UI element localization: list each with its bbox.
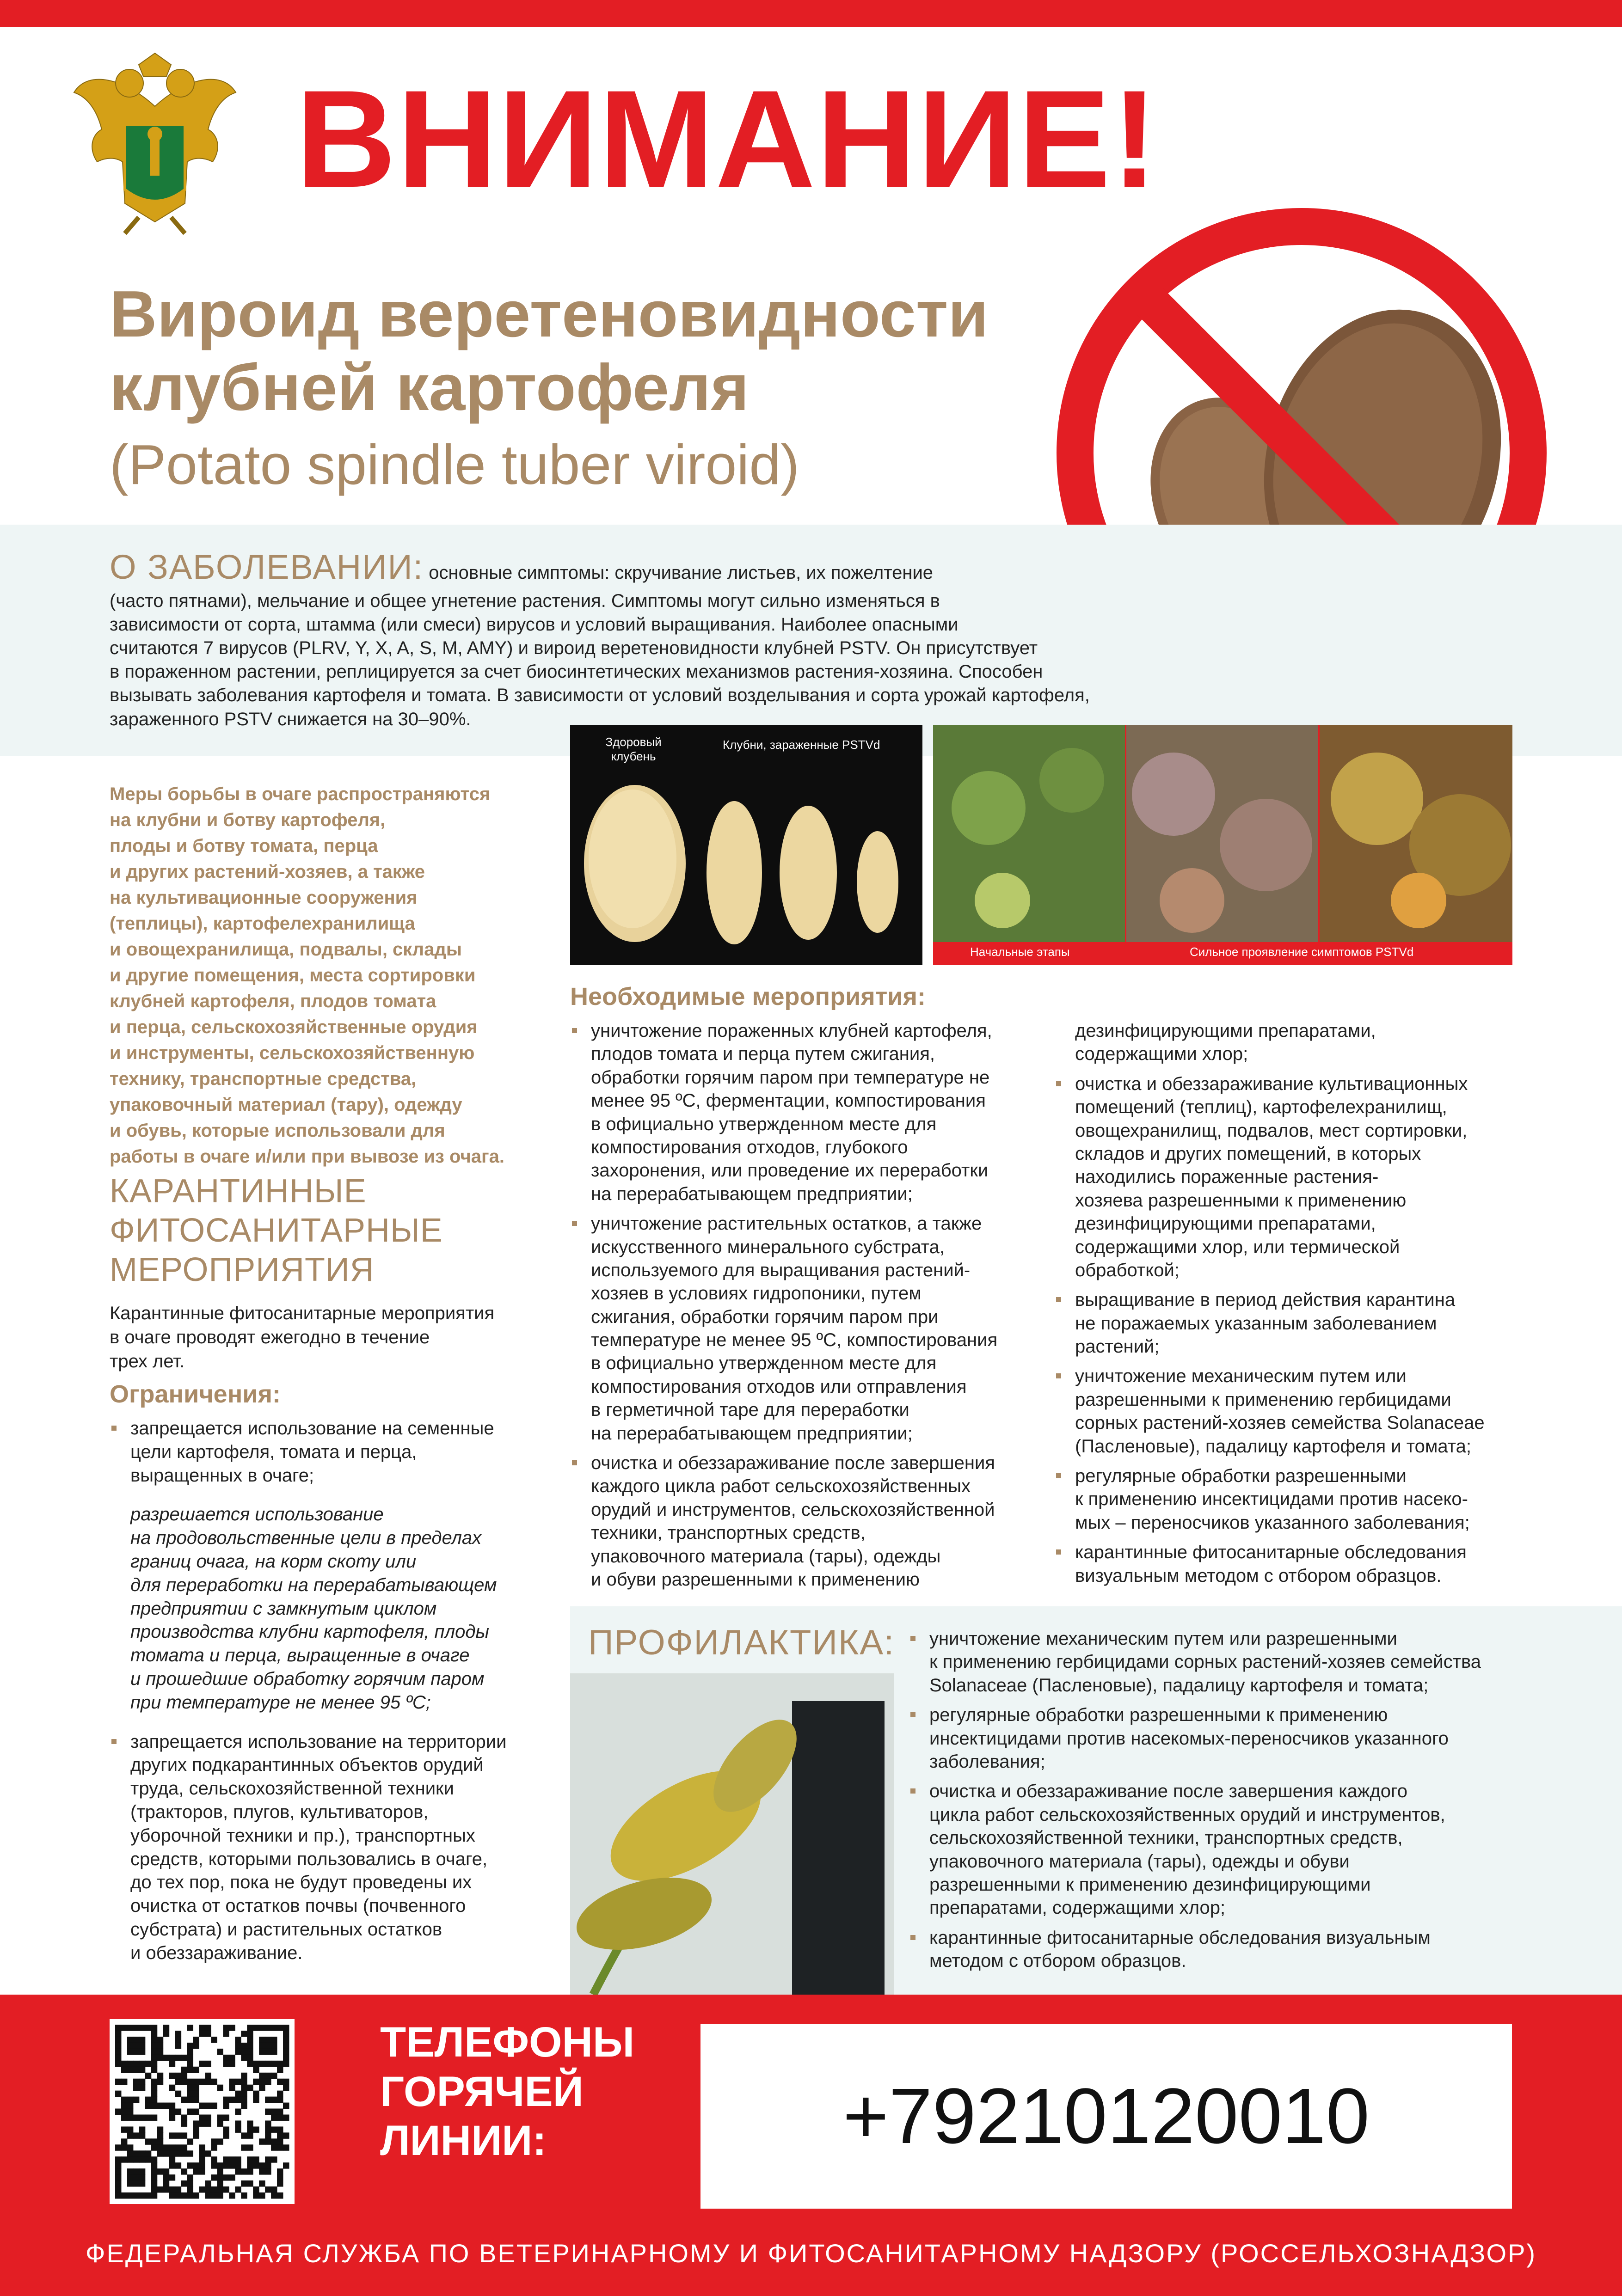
- severe-stage-label: Сильное проявление симптомов PSTVd: [1190, 945, 1414, 959]
- attention-title: ВНИМАНИЕ!: [296, 61, 1159, 216]
- top-red-bar: [0, 0, 1622, 27]
- infected-label: Клубни, зараженные PSTVd: [723, 738, 880, 752]
- hotline-heading: ТЕЛЕФОНЫ ГОРЯЧЕЙ ЛИНИИ:: [380, 2019, 635, 2165]
- list-item: очистка и обеззараживание после завершения каждого цикла работ сельскохозяйственных орудий и инструментов, сельскохозяйственной техники, транспортных средств, упаковочного материала (тары), одежды и обуви разрешенными к применению: [570, 1451, 1032, 1591]
- list-item: уничтожение растительных остатков, а также искусственного минерального субстрата, используемого для выращивания растений- хозяев в условиях гидропоники, путем сжигания, обработки горячим паром при температуре не менее 95 ºС, компостирования в официально утвержденном месте для компостирования отходов или отправления в герметичной таре для переработки на перерабатывающем предприятии;: [570, 1212, 1032, 1445]
- tubers-illustration: [570, 725, 922, 965]
- list-item: очистка и обеззараживание после завершения каждого цикла работ сельскохозяйственных орудий и инструментов, сельскохозяйственной техники, транспортных средств, упаковочного материала (тары), одежды и обуви разрешенными к применению дезинфицирующими препаратами, содержащими хлор;: [909, 1780, 1510, 1919]
- list-item: уничтожение пораженных клубней картофеля, плодов томата и перца путем сжигания, обработки горячим паром при температуре не менее 95 ºС, ферментации, компостирования в официально утвержденном месте для компостирования отходов, глубокого захоронения, или проведение их переработки на перерабатывающем предприятии;: [570, 1019, 1032, 1206]
- control-measures-text: Меры борьбы в очаге распространяются на клубни и ботву картофеля, плоды и ботву томата, перца и других растений-хозяев, а также на культивационные сооружения (теплицы), картофелехранилища и овощехранилища, подвалы, склады и другие помещения, места сортировки клубней картофеля, плодов томата и перца, сельскохозяйственные орудия и инструменты, сельскохозяйственную технику, транспортные средства, упаковочный материал (тару), одежду и обувь, которые использовали для работы в очаге и/или при вывозе из очага.: [110, 784, 504, 1167]
- list-item: выращивание в период действия карантина не поражаемых указанным заболеванием растений;: [1054, 1288, 1517, 1358]
- about-heading: О ЗАБОЛЕВАНИИ:: [110, 548, 424, 586]
- limits-list: [110, 1417, 526, 1981]
- tubers-photo: Здоровый клубень Клубни, зараженные PSTVd: [570, 725, 922, 965]
- list-item: уничтожение механическим путем или разрешенными к применению гербицидами сорных растений-хозяев семейства Solanaceae (Пасленовые), падалицу картофеля и томата;: [1054, 1365, 1517, 1458]
- list-item: запрещается использование на территории других подкарантинных объектов орудий труда, сельскохозяйственной техники (тракторов, плугов, культиваторов, уборочной техники и пр.), транспортных средств, которыми пользовались в очаге, до тех пор, пока не будут проведены их очистка от остатков почвы (почвенного субстрата) и растительных остатков и обеззараживание.: [110, 1730, 526, 1965]
- necessary-measures-col1: [570, 1019, 1032, 1598]
- list-item: регулярные обработки разрешенными к применению инсектицидами против насекомых-переносчиков указанного заболевания;: [909, 1703, 1510, 1773]
- tomato-plants-photo: [933, 725, 1512, 965]
- footer-agency-name: ФЕДЕРАЛЬНАЯ СЛУЖБА ПО ВЕТЕРИНАРНОМУ И ФИТОСАНИТАРНОМУ НАДЗОРУ (РОССЕЛЬХОЗНАДЗОР): [85, 2239, 1537, 2268]
- page-title: Вироид веретеновидности клубней картофеля: [110, 277, 989, 425]
- necessary-measures-col2: дезинфицирующими препаратами, содержащими хлор; очистка и обеззараживание культивационных помещений (теплиц), картофелехранилищ, овощехранилищ, подвалов, мест сортировки, складов и других помещений, в которых находились пораженные растения- хозяева разрешенными к применению дезинфицирующими препаратами, содержащими хлор, или термической обработкой; выращивание в период действия карантина не поражаемых указанным заболеванием растений; уничтожение механическим путем или разрешенными к применению гербицидами сорных растений-хозяев семейства Solanaceae (Пасленовые), падалицу картофеля и томата; регулярные обработки разрешенными к применению инсектицидами против насеко- мых – переносчиков указанного заболевания; карантинные фитосанитарные обследования визуальным методом с отбором образцов.: [1054, 1019, 1517, 1594]
- list-item: запрещается использование на семенные цели картофеля, томата и перца, выращенных в очаге;: [110, 1417, 526, 1487]
- initial-stage-label: Начальные этапы: [970, 945, 1070, 959]
- prevention-list: [909, 1627, 1510, 1979]
- allowed-use-note: разрешается использование на продовольственные цели в пределах границ очага, на корм скоту или для переработки на перерабатывающем предприятии с замкнутым циклом производства клубни картофеля, плоды томата и перца, выращенные в очаге и прошедшие обработку горячим паром при температуре не менее 95 ºС;: [130, 1504, 497, 1713]
- page-subtitle: (Potato spindle tuber viroid): [110, 433, 799, 496]
- list-item: карантинные фитосанитарные обследования визуальным методом с отбором образцов.: [1054, 1541, 1517, 1587]
- list-item: уничтожение механическим путем или разрешенными к применению гербицидами сорных растений-хозяев семейства Solanaceae (Пасленовые), падалицу картофеля и томата;: [909, 1627, 1510, 1697]
- quarantine-heading: КАРАНТИННЫЕ ФИТОСАНИТАРНЫЕ МЕРОПРИЯТИЯ: [110, 1173, 443, 1288]
- quarantine-text: Карантинные фитосанитарные мероприятия в очаге проводят ежегодно в течение трех лет.: [110, 1303, 495, 1371]
- list-item: очистка и обеззараживание культивационных помещений (теплиц), картофелехранилищ, овощехранилищ, подвалов, мест сортировки, складов и других помещений, в которых находились пораженные растения- хозяева разрешенными к применению дезинфицирующими препаратами, содержащими хлор, или термической обработкой;: [1054, 1072, 1517, 1282]
- about-text: О ЗАБОЛЕВАНИИ: основные симптомы: скручивание листьев, их пожелтение (часто пятнами), мельчание и общее угнетение растения. Симптомы могут сильно изменяться в зависимости от сорта, штамма (или смеси) вирусов и условий выращивания. Наиболее опасными считаются 7 вирусов (PLRV, Y, X, A, S, M, AMY) и вироид веретеновидности клубней PSTV. Он присутствует в пораженном растении, реплицируется за счет биосинтетических механизмов растения-хозяина. Способен вызывать заболевания картофеля и томата. В зависимости от условий возделывания и сорта урожай картофеля, зараженного PSTV снижается на 30–90%.: [110, 548, 1090, 729]
- hotline-phone-number[interactable]: +79210120010: [842, 2072, 1370, 2160]
- list-item: карантинные фитосанитарные обследования визуальным методом с отбором образцов.: [909, 1926, 1510, 1973]
- list-item: регулярные обработки разрешенными к применению инсектицидами против насеко- мых – переносчиков указанного заболевания;: [1054, 1464, 1517, 1534]
- necessary-measures-heading: Необходимые мероприятия:: [570, 983, 926, 1010]
- diseased-leaf-photo: [570, 1673, 894, 1995]
- eagle-emblem-icon: [69, 51, 240, 236]
- qr-code-icon[interactable]: [110, 2019, 295, 2204]
- prevention-heading: ПРОФИЛАКТИКА:: [588, 1623, 895, 1662]
- limits-heading: Ограничения:: [110, 1380, 281, 1408]
